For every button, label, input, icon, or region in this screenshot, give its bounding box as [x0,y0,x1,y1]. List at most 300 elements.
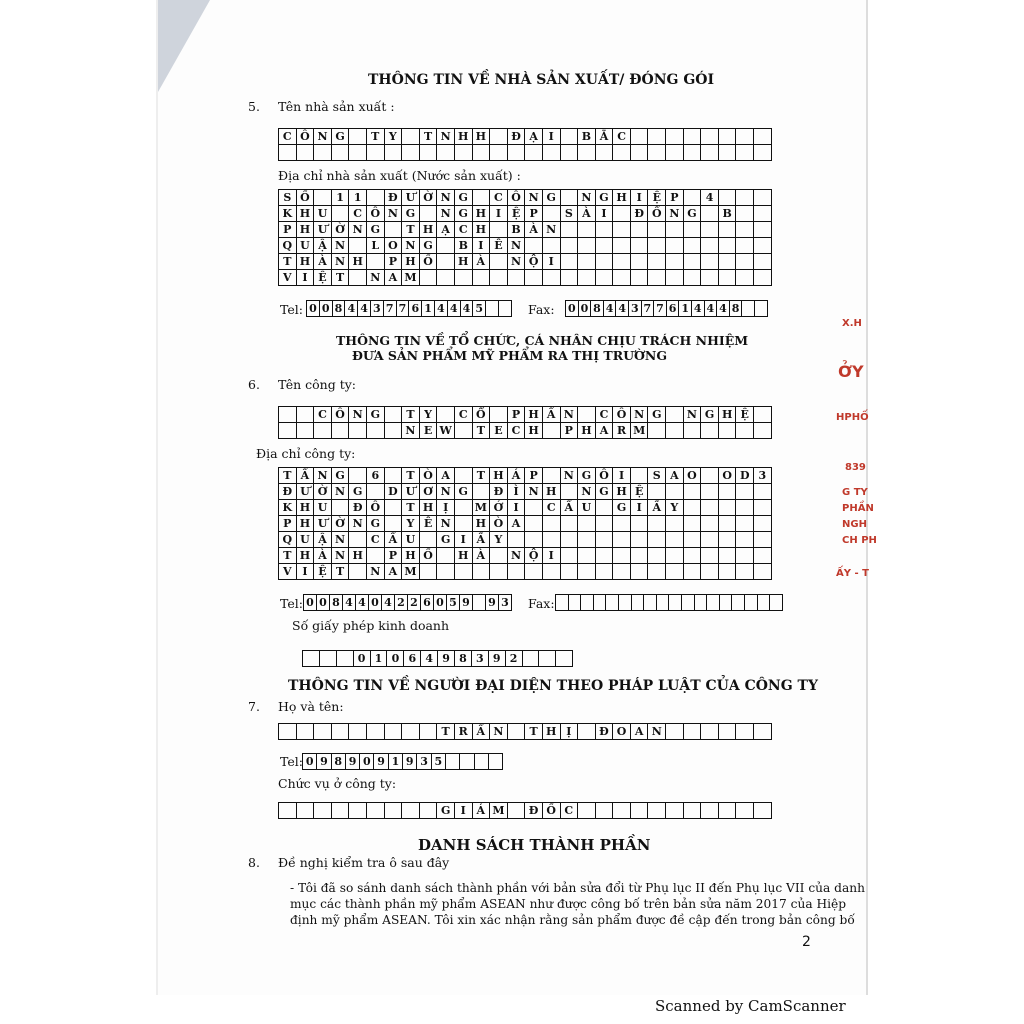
char-box: Ô [508,190,526,206]
char-box [736,548,754,564]
char-box: Y [402,516,420,532]
char-box [490,407,508,423]
char-box: P [279,516,297,532]
char-box [684,222,702,238]
char-box: P [385,548,403,564]
char-box: G [613,500,631,516]
stamp-fragment: ỞY [838,362,864,381]
stamp-fragment: CH PH [842,535,877,546]
char-box: H [719,407,737,423]
char-box [349,724,367,740]
char-box: Ô [613,407,631,423]
char-box: A [385,270,403,286]
representative-position-label: Chức vụ ở công ty: [278,776,397,791]
char-box [613,254,631,270]
char-box [367,145,385,161]
char-box [349,532,367,548]
char-box [684,516,702,532]
char-box: Ò [420,468,438,484]
char-box: 7 [384,301,397,317]
char-box [437,564,455,580]
char-box [631,532,649,548]
char-box [561,145,579,161]
char-box: G [455,206,473,222]
char-box [719,254,737,270]
char-box [701,532,719,548]
char-box: N [367,270,385,286]
char-box: U [297,238,315,254]
char-box: N [525,190,543,206]
char-box: Ồ [648,206,666,222]
char-box: N [332,532,350,548]
company-fax-grid [555,594,783,611]
char-box [578,222,596,238]
char-box: 9 [374,754,388,770]
char-box: O [385,238,403,254]
char-box: 4 [435,301,448,317]
char-box [666,129,684,145]
char-box [719,803,737,819]
char-box: N [349,407,367,423]
char-box: Á [508,468,526,484]
char-box: I [297,564,315,580]
char-box [648,803,666,819]
char-box [754,238,772,254]
char-box: 4 [421,651,438,667]
char-box [279,407,297,423]
page-number: 2 [802,934,811,950]
char-box [719,484,737,500]
char-box [648,254,666,270]
char-box [314,803,332,819]
char-box: A [385,564,403,580]
company-fax-label: Fax: [528,596,555,611]
char-box: G [596,484,614,500]
char-box [596,564,614,580]
char-box: À [314,548,332,564]
char-box: I [543,254,561,270]
char-box [455,564,473,580]
company-name-label: Tên công ty: [278,377,357,392]
char-box: N [508,238,526,254]
char-box: 4 [345,301,358,317]
char-box: I [455,803,473,819]
char-box [525,145,543,161]
char-box: U [314,500,332,516]
char-box [648,222,666,238]
char-box [754,407,772,423]
char-box [666,254,684,270]
char-box: H [525,423,543,439]
char-box [561,129,579,145]
representative-tel-grid [302,753,503,770]
char-box: B [719,206,737,222]
char-box: I [508,500,526,516]
item-5-number: 5. [248,99,260,114]
char-box [701,724,719,740]
char-box [490,564,508,580]
char-box [596,516,614,532]
char-box: T [279,548,297,564]
char-box: Đ [490,484,508,500]
char-box [701,468,719,484]
declaration-line-1: - Tôi đã so sánh danh sách thành phần với bản sửa đổi từ Phụ lục II đến Phụ lục VII của danh [290,881,865,895]
char-box: H [473,516,491,532]
char-box: H [420,222,438,238]
manufacturer-tel-label: Tel: [280,302,303,317]
char-box [613,238,631,254]
char-box [736,484,754,500]
char-box: 9 [489,651,506,667]
char-box: 1 [389,754,403,770]
char-box: U [402,532,420,548]
char-box [508,724,526,740]
char-box [707,595,720,611]
char-box: 2 [408,595,421,611]
char-box: 8 [330,595,343,611]
char-box: Ố [420,254,438,270]
char-box: Ấ [473,532,491,548]
char-box: P [525,206,543,222]
char-box: N [648,724,666,740]
char-box: Ị [561,724,579,740]
char-box: Ậ [314,238,332,254]
char-box [297,803,315,819]
char-box [770,595,783,611]
char-box: P [666,190,684,206]
char-box: 8 [455,651,472,667]
char-box [701,423,719,439]
char-box [499,301,512,317]
company-name-grid [278,406,772,439]
char-box: T [279,468,297,484]
business-license-label: Số giấy phép kinh doanh [292,618,450,633]
char-box: H [490,468,508,484]
char-box: 5 [432,754,446,770]
char-box [754,190,772,206]
char-box [561,254,579,270]
char-box: N [332,254,350,270]
char-box: G [420,238,438,254]
char-box [508,564,526,580]
char-box [455,145,473,161]
char-box: 4 [343,595,356,611]
char-box [473,190,491,206]
char-box: C [455,407,473,423]
char-box: Ô [297,129,315,145]
char-box [742,301,755,317]
char-box [385,222,403,238]
char-box [684,484,702,500]
char-box [420,270,438,286]
char-box: T [332,270,350,286]
char-box: O [613,724,631,740]
char-box [525,238,543,254]
char-box [349,468,367,484]
char-box [561,190,579,206]
manufacturer-name-grid [278,128,772,161]
char-box: N [631,407,649,423]
char-box: T [420,129,438,145]
char-box [490,270,508,286]
char-box: C [279,129,297,145]
char-box: N [437,129,455,145]
char-box: C [455,222,473,238]
char-box [719,238,737,254]
char-box: Ư [402,484,420,500]
char-box: H [473,222,491,238]
char-box: A [437,468,455,484]
char-box [631,145,649,161]
char-box: N [402,238,420,254]
char-box [402,724,420,740]
char-box: Y [490,532,508,548]
char-box: 6 [421,595,434,611]
char-box: 0 [320,301,333,317]
char-box: C [367,532,385,548]
char-box [525,270,543,286]
char-box [648,564,666,580]
char-box [420,724,438,740]
char-box: 9 [486,595,499,611]
char-box [561,548,579,564]
char-box: P [279,222,297,238]
char-box: 3 [371,301,384,317]
char-box [569,595,582,611]
char-box: T [402,468,420,484]
char-box [455,270,473,286]
char-box [596,222,614,238]
char-box: N [561,407,579,423]
char-box [666,270,684,286]
char-box: C [508,423,526,439]
char-box [596,238,614,254]
char-box: H [420,500,438,516]
char-box: M [473,500,491,516]
char-box: 9 [346,754,360,770]
representative-position-grid [278,802,772,819]
char-box [719,129,737,145]
char-box [460,754,474,770]
char-box: A [596,423,614,439]
char-box: H [473,129,491,145]
char-box: N [349,516,367,532]
char-box: N [684,407,702,423]
char-box: 4 [358,301,371,317]
char-box: Ờ [420,190,438,206]
char-box: H [455,129,473,145]
char-box [420,532,438,548]
char-box: G [332,468,350,484]
char-box [666,407,684,423]
char-box: N [332,238,350,254]
char-box: N [437,484,455,500]
char-box: G [332,129,350,145]
char-box [596,548,614,564]
char-box [385,145,403,161]
char-box: I [455,532,473,548]
char-box [701,803,719,819]
business-license-grid [302,650,573,667]
manufacturer-fax-grid [565,300,768,317]
stamp-fragment: HPHỐ [836,412,869,423]
char-box: Ấ [648,500,666,516]
char-box [701,238,719,254]
char-box: P [508,407,526,423]
char-box [631,564,649,580]
char-box [525,500,543,516]
char-box [736,145,754,161]
char-box [754,500,772,516]
char-box: G [596,190,614,206]
char-box: 4 [717,301,730,317]
char-box: 8 [333,301,346,317]
stamp-fragment: 839 [845,462,866,473]
char-box [666,564,684,580]
representative-name-grid [278,723,772,740]
char-box: Ê [420,516,438,532]
char-box: I [543,548,561,564]
char-box [578,724,596,740]
char-box [420,564,438,580]
char-box [613,803,631,819]
char-box [525,516,543,532]
char-box: D [736,468,754,484]
char-box [648,270,666,286]
char-box: 7 [642,301,655,317]
char-box [578,407,596,423]
char-box [701,254,719,270]
char-box [684,564,702,580]
char-box: 4 [461,301,474,317]
char-box: Ạ [525,129,543,145]
char-box: Ắ [596,129,614,145]
char-box: N [508,548,526,564]
char-box: À [578,206,596,222]
char-box [736,724,754,740]
char-box: Ư [314,222,332,238]
char-box: N [561,468,579,484]
char-box: G [648,407,666,423]
char-box: 2 [506,651,523,667]
char-box: N [578,190,596,206]
char-box: G [684,206,702,222]
char-box [420,145,438,161]
char-box [420,206,438,222]
stamp-fragment: G TY [842,487,868,498]
char-box: T [473,468,491,484]
char-box [523,651,540,667]
char-box: V [279,270,297,286]
char-box [754,516,772,532]
char-box [695,595,708,611]
char-box: M [402,270,420,286]
char-box: 0 [387,651,404,667]
char-box [332,206,350,222]
char-box: C [349,206,367,222]
char-box [684,500,702,516]
char-box: 7 [654,301,667,317]
char-box [490,222,508,238]
char-box: Đ [385,190,403,206]
char-box [596,254,614,270]
char-box: 0 [566,301,579,317]
char-box [648,423,666,439]
char-box: 0 [307,301,320,317]
char-box [543,423,561,439]
char-box: G [437,803,455,819]
char-box: Ô [367,500,385,516]
char-box [631,129,649,145]
char-box [578,145,596,161]
char-box: 1 [371,651,388,667]
char-box: 6 [404,651,421,667]
char-box: Ờ [332,516,350,532]
char-box [543,468,561,484]
char-box [385,468,403,484]
char-box [754,564,772,580]
char-box [367,548,385,564]
section3-title: THÔNG TIN VỀ NGƯỜI ĐẠI DIỆN THEO PHÁP LUẬT CỦA CÔNG TY [288,678,818,694]
char-box [684,423,702,439]
char-box [631,548,649,564]
char-box: Ờ [314,484,332,500]
char-box: 4 [692,301,705,317]
representative-name-label: Họ và tên: [278,699,344,714]
char-box: C [613,129,631,145]
char-box [613,564,631,580]
char-box [631,803,649,819]
char-box: 9 [460,595,473,611]
char-box [578,516,596,532]
char-box [543,238,561,254]
char-box [754,423,772,439]
char-box [578,803,596,819]
char-box: 1 [349,190,367,206]
char-box [701,516,719,532]
char-box: S [279,190,297,206]
char-box: À [314,254,332,270]
char-box [314,724,332,740]
declaration-line-2: mục các thành phần mỹ phẩm ASEAN như được công bố trên bản sửa năm 2017 của Hiệp [290,897,846,911]
char-box: N [508,254,526,270]
manufacturer-name-label: Tên nhà sản xuất : [278,99,395,114]
char-box: H [455,254,473,270]
char-box: Ố [420,548,438,564]
char-box: N [314,468,332,484]
char-box: Ệ [314,270,332,286]
char-box: Y [385,129,403,145]
char-box: Ị [437,500,455,516]
char-box: C [490,190,508,206]
char-box [473,270,491,286]
char-box [455,500,473,516]
manufacturer-fax-label: Fax: [528,302,555,317]
char-box [561,516,579,532]
char-box [543,270,561,286]
char-box: H [613,484,631,500]
char-box [475,754,489,770]
char-box [701,145,719,161]
char-box [508,532,526,548]
char-box: Ư [402,190,420,206]
char-box: T [402,222,420,238]
char-box [648,548,666,564]
section2-title-line2: ĐƯA SẢN PHẨM MỸ PHẨM RA THỊ TRƯỜNG [352,348,668,363]
char-box [754,803,772,819]
char-box [736,254,754,270]
char-box: Ầ [385,532,403,548]
